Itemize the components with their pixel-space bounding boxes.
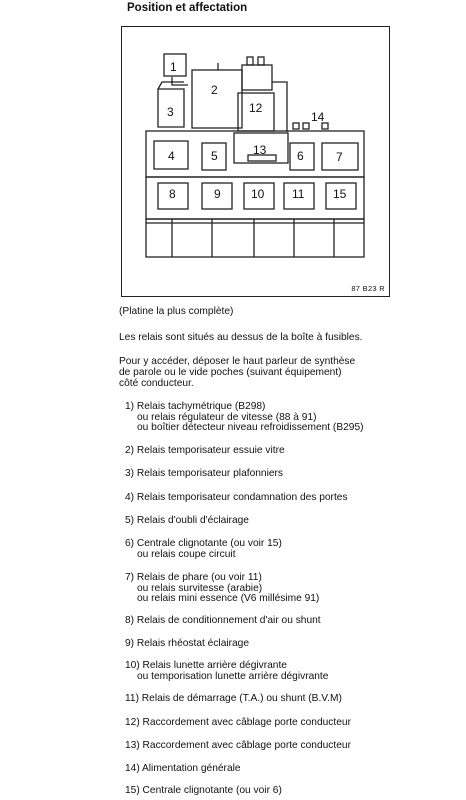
relay-label-13: 13 — [253, 143, 267, 157]
list-item: 15) Centrale clignotante (ou voir 6) — [125, 785, 282, 796]
relay-label-10: 10 — [251, 187, 265, 201]
list-item: 9) Relais rhéostat éclairage — [125, 638, 250, 649]
page-title: Position et affectation — [127, 2, 248, 14]
list-item: 6) Centrale clignotante (ou voir 15) ou relais coupe circuit — [125, 538, 282, 560]
intro-access-line-2: de parole ou le vide poches (suivant équipement) — [119, 367, 342, 378]
relay-label-4: 4 — [168, 149, 175, 163]
intro-note: (Platine la plus complète) — [119, 306, 234, 317]
list-item: 2) Relais temporisateur essuie vitre — [125, 445, 285, 456]
list-item: 13) Raccordement avec câblage porte conducteur — [125, 740, 351, 751]
relay-label-8: 8 — [169, 187, 176, 201]
figure-reference: 87 B23 R — [351, 284, 385, 293]
relay-label-5: 5 — [211, 149, 218, 163]
relay-label-3: 3 — [167, 105, 174, 119]
list-item: 3) Relais temporisateur plafonniers — [125, 468, 283, 479]
relay-label-12: 12 — [249, 101, 263, 115]
list-item: 12) Raccordement avec câblage porte conducteur — [125, 717, 351, 728]
list-item: 5) Relais d'oubli d'éclairage — [125, 515, 249, 526]
list-item: 1) Relais tachymétrique (B298) ou relais régulateur de vitesse (88 à 91) ou boîtier détecteur niveau refroidissement (B295) — [125, 401, 364, 433]
list-item: 14) Alimentation générale — [125, 763, 241, 774]
intro-access-line-3: côté conducteur. — [119, 378, 194, 389]
relay-label-6: 6 — [297, 149, 304, 163]
list-item: 10) Relais lunette arrière dégivrante ou temporisation lunette arrière dégivrante — [125, 660, 329, 682]
list-item: 4) Relais temporisateur condamnation des portes — [125, 492, 348, 503]
fuse-box-diagram — [121, 26, 390, 297]
relay-label-9: 9 — [214, 187, 221, 201]
relay-layout-drawing — [122, 27, 388, 295]
list-item: 11) Relais de démarrage (T.A.) ou shunt (B.V.M) — [125, 693, 342, 704]
relay-label-14: 14 — [311, 110, 325, 124]
relay-label-15: 15 — [333, 187, 347, 201]
relay-label-11: 11 — [292, 187, 305, 201]
relay-label-2: 2 — [211, 83, 218, 97]
intro-location: Les relais sont situés au dessus de la boîte à fusibles. — [119, 332, 363, 343]
relay-label-7: 7 — [336, 150, 343, 164]
list-item: 8) Relais de conditionnement d'air ou shunt — [125, 615, 321, 626]
relay-label-1: 1 — [170, 60, 177, 74]
intro-access-line-1: Pour y accéder, déposer le haut parleur de synthèse — [119, 356, 356, 367]
list-item: 7) Relais de phare (ou voir 11) ou relais survitesse (arabie) ou relais mini essence (V6 millésime 91) — [125, 572, 320, 604]
